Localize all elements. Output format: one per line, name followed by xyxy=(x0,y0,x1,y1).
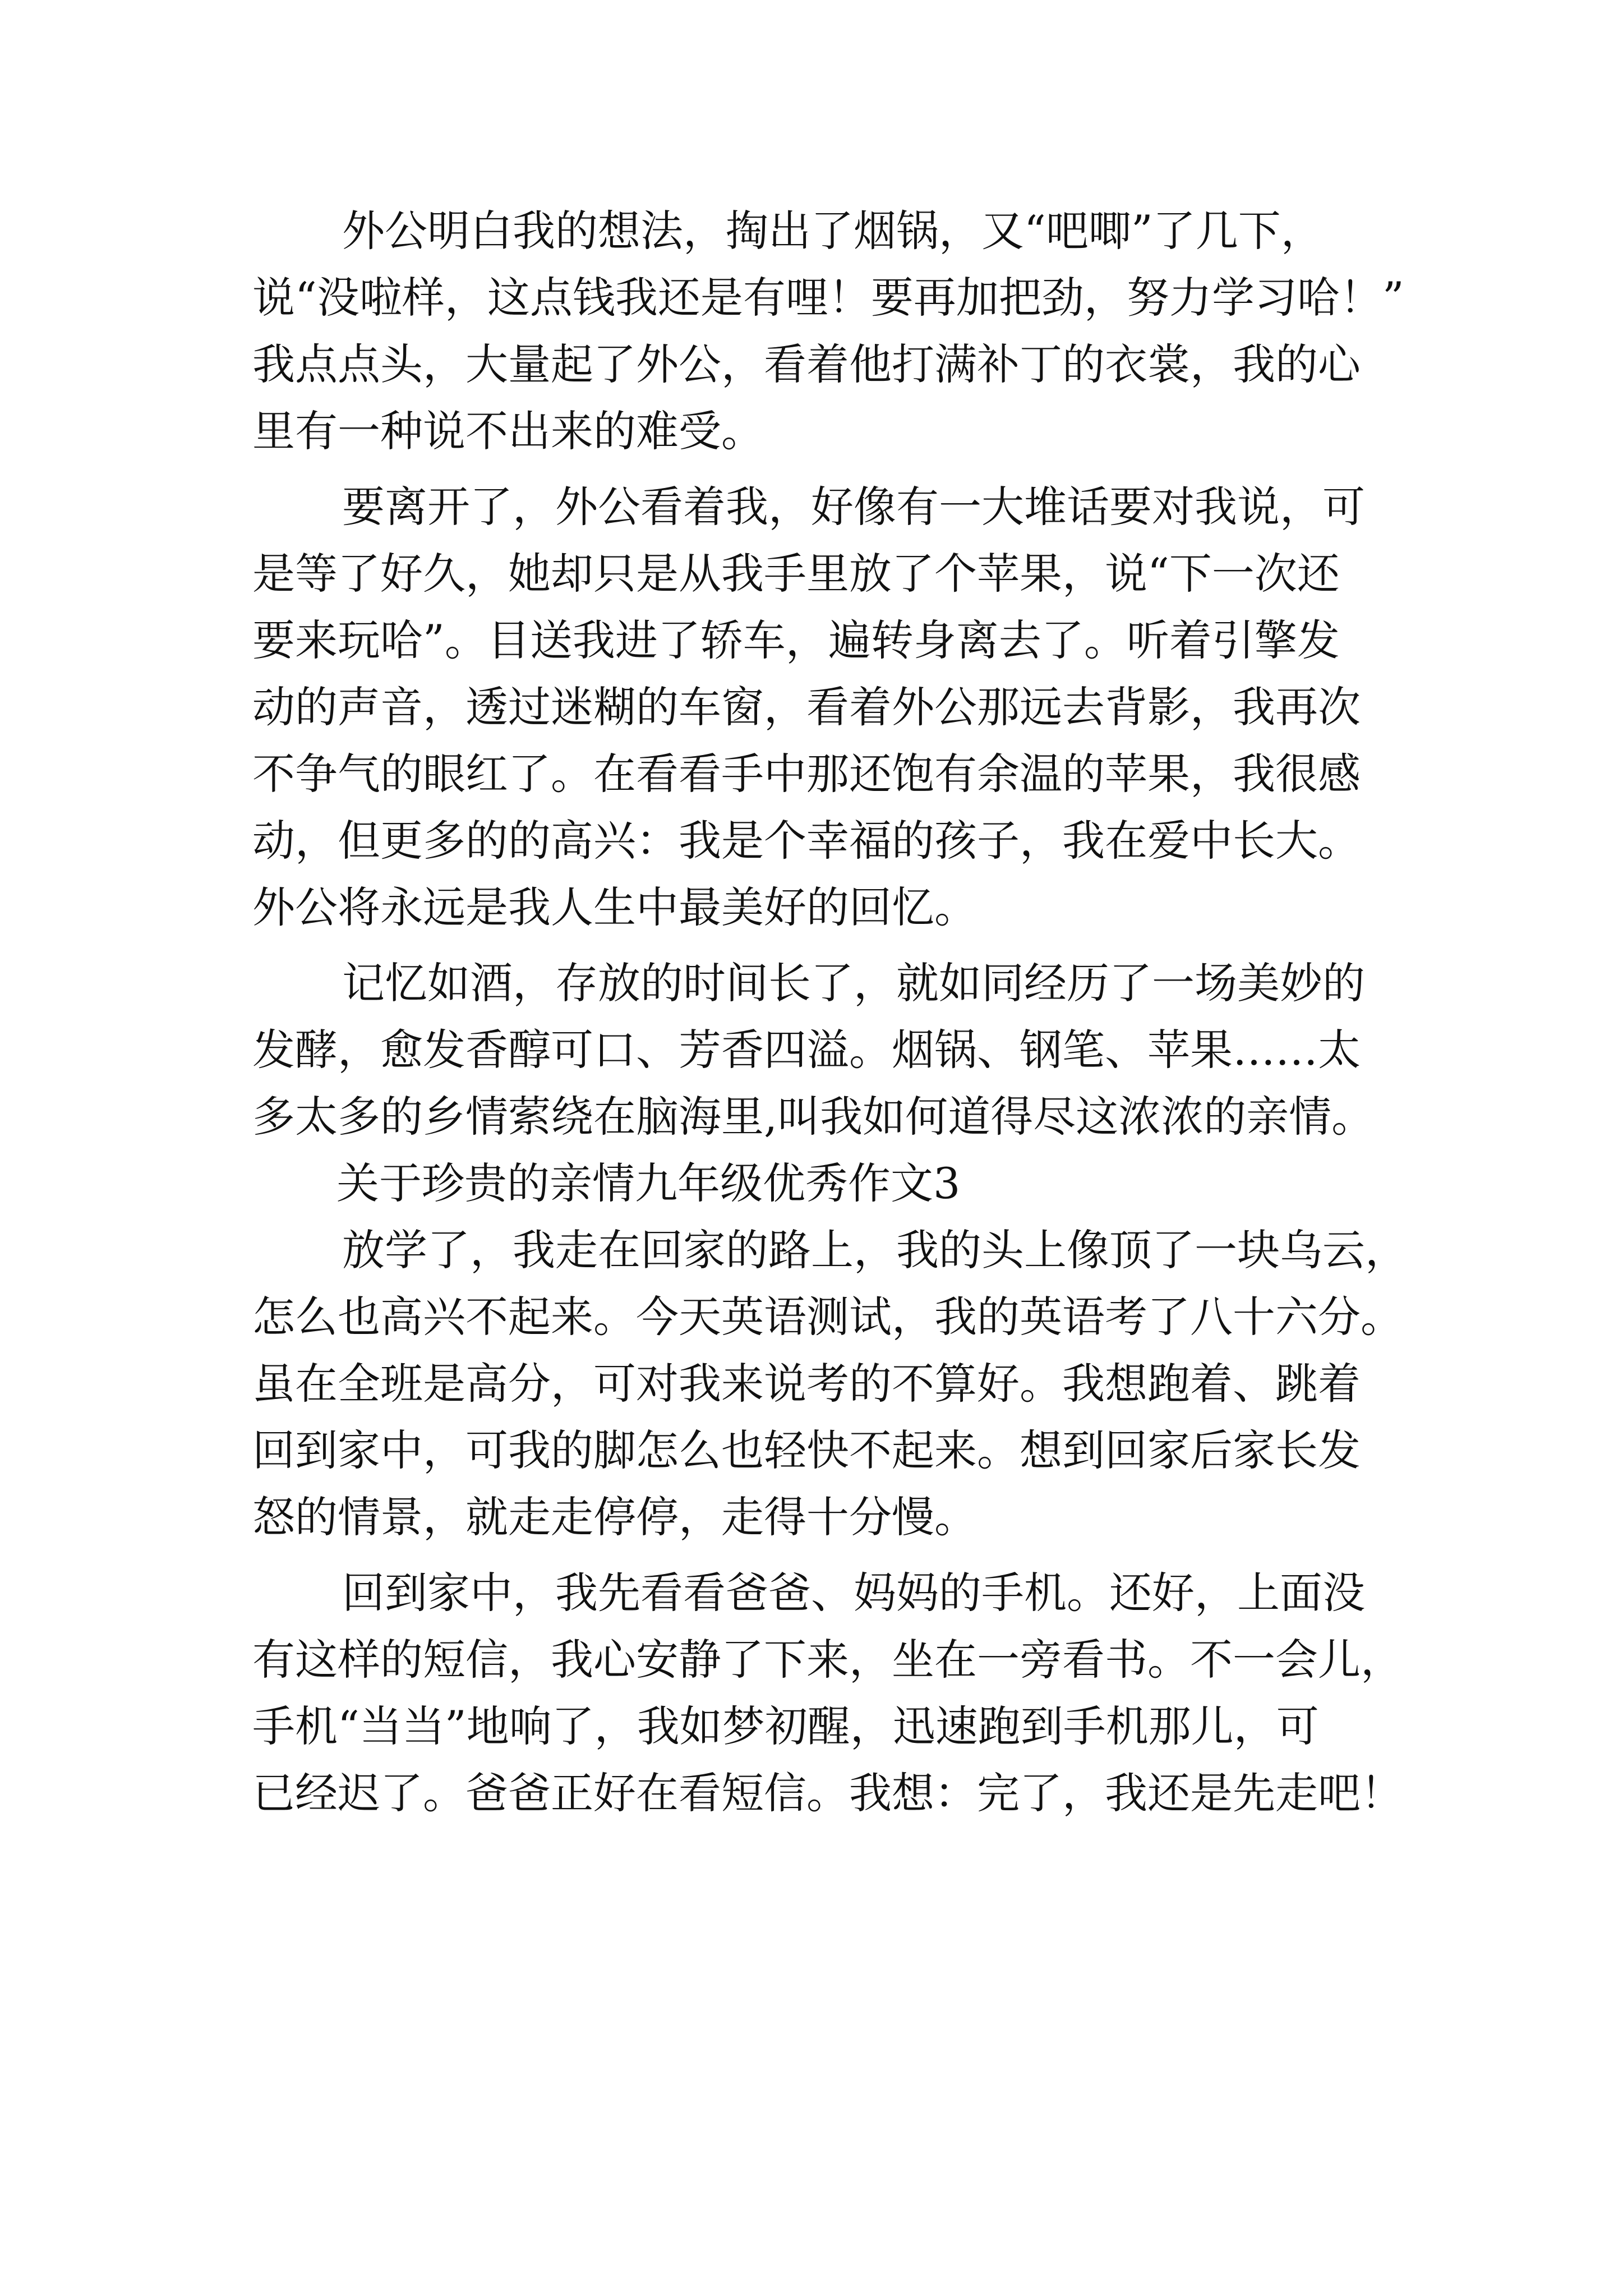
text-line: 要来玩哈”。目送我进了轿车，遍转身离去了。听着引擎发 xyxy=(252,615,1340,665)
text-line: 外公明白我的想法，掏出了烟锅，又“吧唧”了几下， xyxy=(342,206,1324,256)
text-line: 我点点头，大量起了外公，看着他打满补丁的衣裳，我的心 xyxy=(252,339,1361,389)
text-line: 放学了，我走在回家的路上，我的头上像顶了一块乌云， xyxy=(342,1225,1408,1275)
text-line: 动，但更多的的高兴：我是个幸福的孩子，我在爱中长大。 xyxy=(252,816,1361,866)
text-line: 不争气的眼红了。在看看手中那还饱有余温的苹果，我很感 xyxy=(252,749,1361,799)
text-line: 回到家中，可我的脚怎么也轻快不起来。想到回家后家长发 xyxy=(252,1425,1361,1475)
text-line: 记忆如酒，存放的时间长了，就如同经历了一场美妙的 xyxy=(342,958,1365,1008)
text-line: 手机“当当”地响了，我如梦初醒，迅速跑到手机那儿，可 xyxy=(252,1701,1319,1751)
text-line: 多太多的乡情萦绕在脑海里,叫我如何道得尽这浓浓的亲情。 xyxy=(252,1092,1375,1142)
text-line: 虽在全班是高分，可对我来说考的不算好。我想跑着、跳着 xyxy=(252,1359,1361,1409)
paragraph xyxy=(252,473,1396,941)
text-line: 要离开了，外公看着我，好像有一大堆话要对我说，可 xyxy=(342,482,1365,532)
paragraph xyxy=(252,1217,1408,1550)
text-line: 说“没啦样，这点钱我还是有哩！要再加把劲，努力学习哈！” xyxy=(252,273,1404,323)
text-line: 已经迟了。爸爸正好在看短信。我想：完了，我还是先走吧！ xyxy=(252,1768,1403,1818)
section-heading: 关于珍贵的亲情九年级优秀作文3 xyxy=(336,1158,961,1208)
paragraph xyxy=(252,950,1396,1150)
text-line: 怒的情景，就走走停停，走得十分慢。 xyxy=(252,1492,977,1542)
text-line: 发酵，愈发香醇可口、芳香四溢。烟锅、钢笔、苹果……太 xyxy=(252,1025,1361,1075)
text-line: 动的声音，透过迷糊的车窗，看着外公那远去背影，我再次 xyxy=(252,682,1361,732)
text-line: 里有一种说不出来的难受。 xyxy=(252,406,764,456)
paragraph xyxy=(252,197,1404,464)
text-line: 有这样的短信，我心安静了下来，坐在一旁看书。不一会儿， xyxy=(252,1635,1403,1685)
paragraph xyxy=(252,1559,1403,1826)
text-line: 外公将永远是我人生中最美好的回忆。 xyxy=(252,882,977,932)
text-line: 是等了好久，她却只是从我手里放了个苹果，说“下一次还 xyxy=(252,549,1340,599)
text-line: 怎么也高兴不起来。今天英语测试，我的英语考了八十六分。 xyxy=(252,1292,1403,1342)
text-line: 回到家中，我先看看爸爸、妈妈的手机。还好，上面没 xyxy=(342,1568,1365,1618)
document-page xyxy=(252,197,1408,1826)
